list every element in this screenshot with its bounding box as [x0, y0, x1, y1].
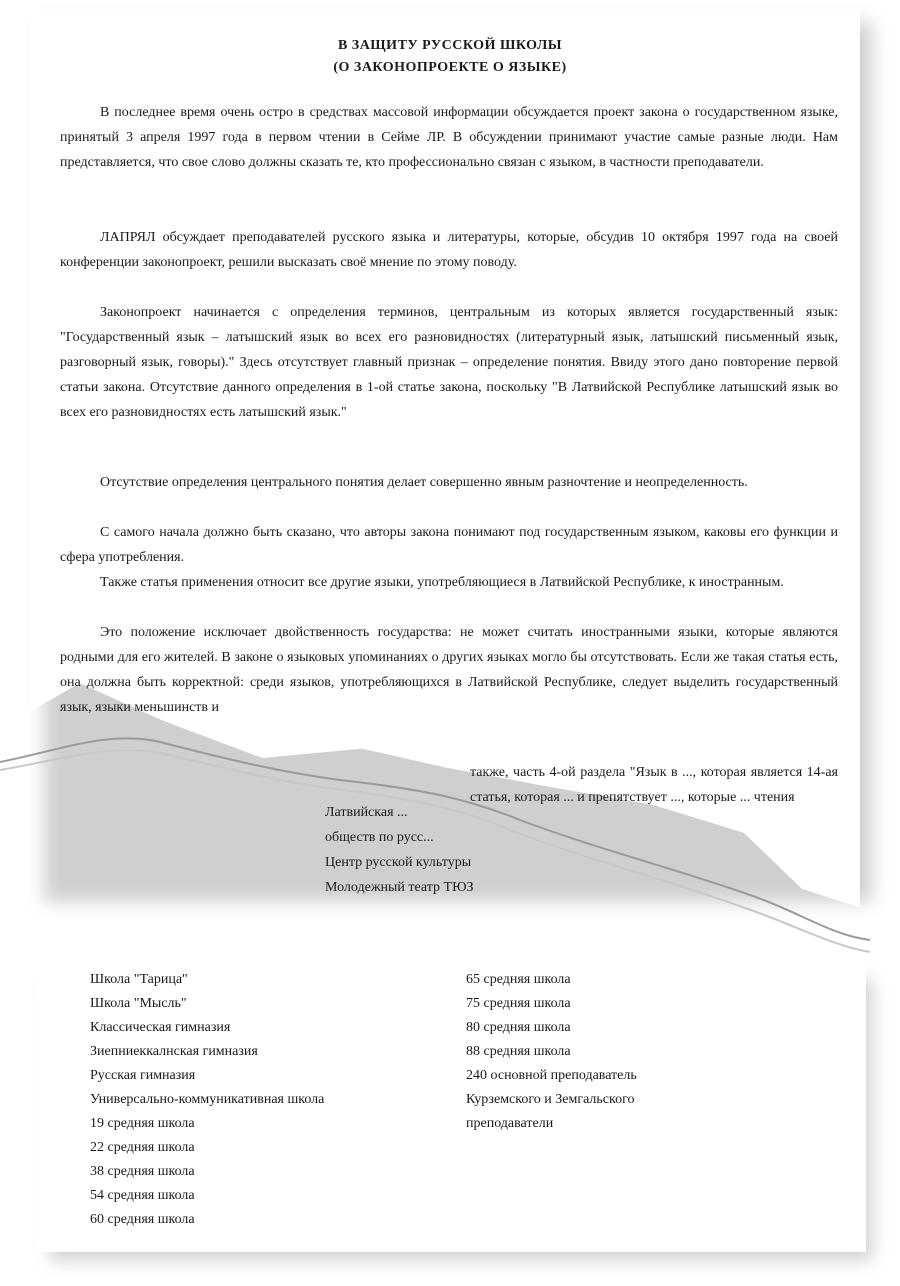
schools-list-left	[90, 968, 430, 1232]
document-title: В ЗАЩИТУ РУССКОЙ ШКОЛЫ	[337, 38, 563, 53]
paragraph-2: ЛАПРЯЛ обсуждает преподавателей русского языка и литературы, которые, обсудив 10 октября 1997 года на своей конференции законопроект, решили высказать своё мнение по этому поводу.	[60, 230, 838, 270]
list-item: Зиепниеккалнская гимназия	[90, 1044, 258, 1059]
list-item: преподаватели	[466, 1116, 554, 1131]
paragraph-3: Законопроект начинается с определения терминов, центральным из которых является государственный язык: "Государственный язык – латышский язык во всех его разновидностях (литературный язык, латышский письменный язык, разговорный язык, говоры)." Здесь отсутствует главный признак – определение понятия. Ввиду этого дано повторение первой статьи закона. Отсутствие данного определения в 1-ой статье закона, поскольку "В Латвийской Республике латышский язык во всех его разновидностях есть латышский язык."	[60, 305, 838, 420]
schools-list-right	[466, 968, 766, 1136]
list-item: 54 средняя школа	[90, 1188, 195, 1203]
list-item: Курземского и Земгальского	[466, 1092, 635, 1107]
recipients-list	[325, 800, 474, 900]
list-item: Латвийская ...	[325, 805, 408, 820]
list-item: Молодежный театр ТЮЗ	[325, 880, 474, 895]
paragraph-1: В последнее время очень остро в средствах массовой информации обсуждается проект закона о государственном языке, принятый 3 апреля 1997 года в первом чтении в Сейме ЛР. В обсуждении принимают участие самые разные люди. Нам представляется, что свое слово должны сказать те, кто профессионально связан с языком, в частности преподаватели.	[60, 105, 838, 170]
paragraph-5: С самого начала должно быть сказано, что авторы закона понимают под государственным языком, каковы его функции и сфера употребления.	[60, 525, 838, 565]
list-item: 65 средняя школа	[466, 972, 571, 987]
list-item: 75 средняя школа	[466, 996, 571, 1011]
list-item: Русская гимназия	[90, 1068, 196, 1083]
document-subtitle: (О ЗАКОНОПРОЕКТЕ О ЯЗЫКЕ)	[333, 60, 567, 75]
list-item: Универсально-коммуникативная школа	[90, 1092, 325, 1107]
list-item: 88 средняя школа	[466, 1044, 571, 1059]
list-item: 19 средняя школа	[90, 1116, 195, 1131]
list-item: 38 средняя школа	[90, 1164, 195, 1179]
list-item: 22 средняя школа	[90, 1140, 195, 1155]
list-item: обществ по русс...	[325, 830, 434, 845]
paragraph-7: Это положение исключает двойственность государства: не может считать иностранными языки, которые являются родными для его жителей. В законе о языковых упоминаниях о других языках могло бы отсутствовать. Если же такая статья есть, она должна быть корректной: среди языков, употребляющихся в Латвийской Республике, следует выделить государственный язык, языки меньшинств и	[60, 625, 838, 715]
list-item: Школа "Тарица"	[90, 972, 188, 987]
list-item: Классическая гимназия	[90, 1020, 231, 1035]
paragraph-4: Отсутствие определения центрального понятия делает совершенно явным разночтение и неопределенность.	[100, 475, 748, 490]
list-item: 80 средняя школа	[466, 1020, 571, 1035]
paragraph-8-fragment: также, часть 4-ой раздела "Язык в ..., которая является 14-ая статья, которая ... и препятствует ..., которые ... чтения	[470, 765, 838, 805]
paragraph-6: Также статья применения относит все другие языки, употребляющиеся в Латвийской Республике, к иностранным.	[100, 575, 784, 590]
list-item: 240 основной преподаватель	[466, 1068, 637, 1083]
list-item: 60 средняя школа	[90, 1212, 195, 1227]
list-item: Школа "Мысль"	[90, 996, 187, 1011]
list-item: Центр русской культуры	[325, 855, 472, 870]
